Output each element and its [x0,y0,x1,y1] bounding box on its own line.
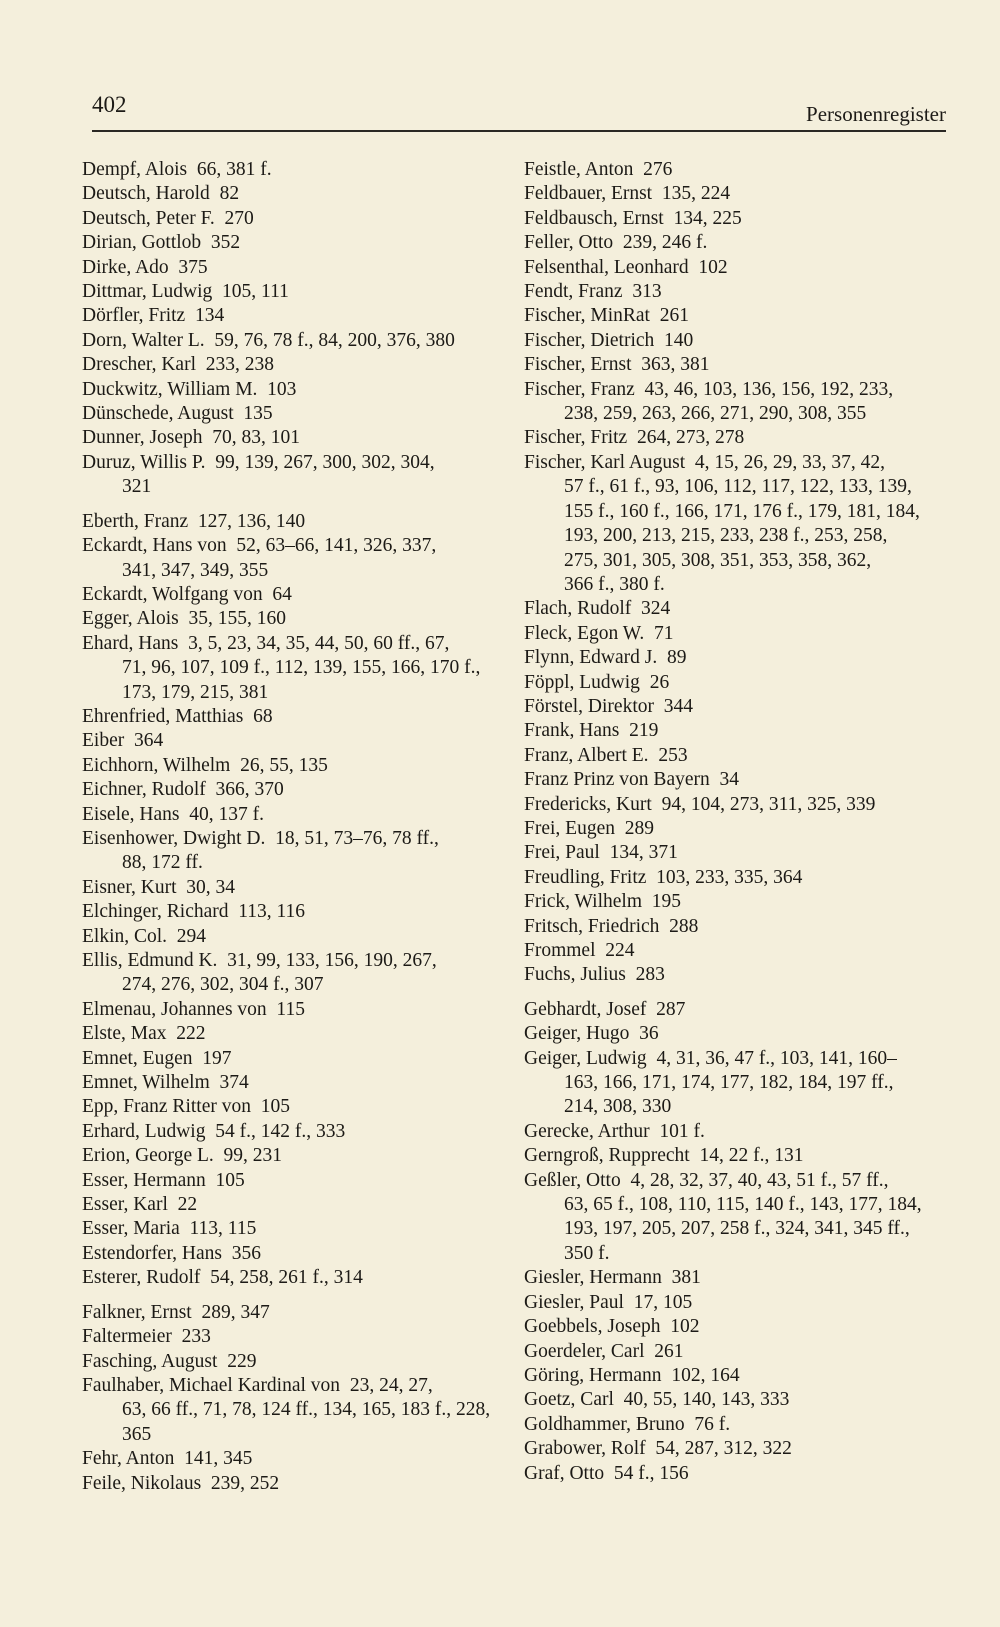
entry-name: Eckardt, Wolfgang von [82,583,263,605]
entry-pages: 289 [624,817,654,839]
index-entry [524,890,954,914]
entry-name: Feistle, Anton [524,159,634,180]
entry-name: Gebhardt, Josef [524,998,647,1020]
index-entry [524,793,954,817]
entry-name: Fendt, Franz [524,281,623,303]
entry-name: Frick, Wilhelm [524,891,643,913]
entry-pages: 4, 15, 26, 29, 33, 37, 42, [694,451,886,473]
index-entry [82,256,500,280]
entry-pages: 22 [177,1194,198,1216]
entry-name: Dünschede, August [82,403,234,425]
entry-pages: 35, 155, 160 [188,608,286,630]
entry-name: Esser, Karl [82,1194,168,1216]
entry-pages: 233, 238 [205,354,274,376]
entry-name: Emnet, Eugen [82,1047,193,1069]
index-entry [82,778,500,802]
entry-pages-continued: 365 [122,1423,152,1445]
entry-name: Fasching, August [82,1350,218,1372]
entry-name: Feldbausch, Ernst [524,207,664,229]
entry-pages: 356 [231,1242,262,1264]
index-entry [82,607,500,631]
entry-pages-continued: 341, 347, 349, 355 [122,559,269,581]
entry-pages: 324 [641,598,671,620]
entry-pages: 222 [176,1023,206,1045]
entry-pages: 363, 381 [641,354,710,376]
index-entry [524,1022,954,1046]
index-entry [82,803,500,827]
entry-name: Fischer, Ernst [524,354,632,376]
entry-pages: 135, 224 [661,183,731,205]
index-entry [524,817,954,841]
entry-name: Elchinger, Richard [82,901,229,923]
entry-name: Gerngroß, Rupprecht [524,1145,690,1167]
entry-name: Fredericks, Kurt [524,793,652,815]
entry-pages: 381 [671,1267,701,1289]
entry-pages-continued: 63, 65 f., 108, 110, 115, 140 f., 143, 177, 184, [564,1194,922,1216]
entry-name: Faulhaber, Michael Kardinal von [82,1374,341,1396]
entry-pages: 4, 31, 36, 47 f., 103, 141, 160– [656,1047,897,1069]
index-entry [82,876,500,900]
entry-pages-continued: 193, 200, 213, 215, 233, 238 f., 253, 258, [564,525,888,547]
entry-pages: 3, 5, 23, 34, 35, 44, 50, 60 ff., 67, [188,632,450,654]
index-entry [524,426,954,450]
entry-pages: 71 [654,622,674,644]
entry-pages: 30, 34 [186,876,236,898]
entry-pages: 134 [194,305,225,327]
entry-pages-continued: 57 f., 61 f., 93, 106, 112, 117, 122, 133, 139, [564,476,912,498]
index-entry [82,231,500,255]
index-entry [524,1388,954,1412]
entry-name: Fischer, Karl August [524,451,686,473]
index-entry [524,597,954,621]
entry-pages: 70, 83, 101 [212,427,301,449]
entry-name: Geiger, Hugo [524,1023,630,1045]
index-entry [524,329,954,353]
index-entry [524,646,954,670]
entry-pages: 43, 46, 103, 136, 156, 192, 233, [644,378,894,400]
entry-pages: 253 [658,744,688,766]
entry-pages: 224 [605,940,635,961]
entry-pages: 54, 258, 261 f., 314 [210,1267,363,1289]
index-entry [82,1325,500,1349]
entry-name: Giesler, Hermann [524,1267,662,1289]
index-entry [82,1047,500,1071]
entry-name: Eiber [82,730,125,752]
index-entry [82,1169,500,1193]
entry-pages: 66, 381 f. [196,159,272,180]
entry-name: Dörfler, Fritz [82,305,186,327]
entry-pages: 219 [629,720,659,742]
entry-pages: 313 [632,281,662,303]
entry-pages: 289, 347 [201,1301,270,1323]
entry-pages: 127, 136, 140 [197,510,306,532]
entry-pages-continued: 350 f. [564,1242,610,1264]
index-entry [82,1193,500,1217]
entry-name: Egger, Alois [82,608,179,630]
index-entry [524,304,954,328]
entry-pages: 101 f. [659,1120,705,1142]
entry-pages: 229 [227,1350,257,1372]
entry-name: Graf, Otto [524,1462,605,1484]
index-entry [82,451,500,500]
index-entry [82,1095,500,1119]
entry-name: Ellis, Edmund K. [82,950,218,971]
index-column-left [82,158,500,1496]
index-entry [82,705,500,729]
index-entry [524,939,954,963]
entry-pages: 34 [719,769,739,791]
entry-name: Goebbels, Joseph [524,1316,661,1338]
index-entry [82,1217,500,1241]
entry-name: Flynn, Edward J. [524,647,658,669]
entry-pages: 135 [243,403,273,425]
entry-pages: 76 f. [694,1413,731,1435]
entry-pages: 270 [224,207,254,229]
entry-pages: 52, 63–66, 141, 326, 337, [236,535,437,557]
entry-pages: 4, 28, 32, 37, 40, 43, 51 f., 57 ff., [630,1169,889,1191]
entry-pages: 276 [643,159,673,180]
entry-name: Eberth, Franz [82,510,189,532]
index-entry [524,1315,954,1339]
entry-name: Ehard, Hans [82,632,179,654]
entry-name: Elmenau, Johannes von [82,998,267,1020]
entry-name: Estendorfer, Hans [82,1242,223,1264]
entry-pages-continued: 88, 172 ff. [122,852,203,874]
index-entry [524,1364,954,1388]
entry-pages-continued: 163, 166, 171, 174, 177, 182, 184, 197 ff., [564,1072,894,1094]
entry-name: Fritsch, Friedrich [524,915,660,937]
index-entry [524,866,954,890]
index-entry [82,1022,500,1046]
index-entry [82,304,500,328]
index-entry [82,1266,500,1290]
index-entry [82,827,500,876]
entry-pages-continued: 193, 197, 205, 207, 258 f., 324, 341, 345 ff., [564,1218,910,1240]
index-entry [524,378,954,427]
entry-name: Eisele, Hans [82,803,180,825]
index-entry [82,1301,500,1325]
entry-pages-continued: 321 [122,476,152,498]
entry-pages: 364 [133,730,164,752]
entry-name: Emnet, Wilhelm [82,1072,210,1094]
entry-pages: 374 [219,1072,249,1094]
index-entry [524,719,954,743]
entry-pages: 283 [635,964,665,986]
entry-name: Epp, Franz Ritter von [82,1096,251,1118]
entry-name: Geßler, Otto [524,1169,621,1191]
entry-pages: 233 [181,1326,211,1348]
entry-pages: 82 [219,183,240,205]
entry-name: Deutsch, Harold [82,183,210,205]
entry-name: Goerdeler, Carl [524,1340,645,1362]
index-entry [82,900,500,924]
entry-pages: 99, 139, 267, 300, 302, 304, [215,451,435,473]
entry-name: Frommel [524,940,596,961]
entry-pages: 59, 76, 78 f., 84, 200, 376, 380 [214,329,455,351]
index-entry [524,998,954,1022]
entry-name: Fehr, Anton [82,1448,175,1470]
entry-name: Eichhorn, Wilhelm [82,754,231,776]
entry-name: Drescher, Karl [82,354,196,376]
entry-name: Fleck, Egon W. [524,622,645,644]
index-entry [524,182,954,206]
entry-name: Falkner, Ernst [82,1301,192,1323]
index-entry [82,207,500,231]
entry-pages: 352 [210,232,241,254]
entry-name: Dittmar, Ludwig [82,281,213,303]
entry-name: Esser, Hermann [82,1169,206,1191]
entry-name: Ehrenfried, Matthias [82,705,244,727]
entry-name: Esser, Maria [82,1218,180,1240]
index-entry [524,158,954,182]
index-entry [524,622,954,646]
index-entry [82,510,500,534]
entry-pages: 103, 233, 335, 364 [656,866,803,888]
index-entry [524,1169,954,1267]
entry-name: Feller, Otto [524,232,614,254]
entry-name: Freudling, Fritz [524,866,647,888]
entry-pages: 103 [267,378,297,400]
index-entry [82,280,500,304]
entry-pages-continued: 214, 308, 330 [564,1096,672,1118]
entry-pages: 54, 287, 312, 322 [655,1438,792,1460]
entry-pages: 140 [664,329,694,351]
index-entry [524,744,954,768]
index-entry [524,1340,954,1364]
entry-pages: 18, 51, 73–76, 78 ff., [275,827,439,849]
index-entry [524,353,954,377]
entry-pages-continued: 173, 179, 215, 381 [122,681,269,703]
entry-pages: 134, 371 [609,842,678,864]
index-entry [82,949,500,998]
entry-name: Franz, Albert E. [524,744,649,766]
entry-pages: 94, 104, 273, 311, 325, 339 [661,793,876,815]
entry-name: Dorn, Walter L. [82,329,205,351]
entry-pages: 105 [260,1096,290,1118]
index-entry [82,534,500,583]
entry-pages: 26 [649,671,670,693]
entry-pages: 113, 116 [238,901,306,923]
index-entry [82,1071,500,1095]
index-entry [524,1437,954,1461]
index-entry [82,426,500,450]
entry-pages: 54 f., 156 [613,1462,689,1484]
entry-pages: 197 [202,1047,232,1069]
entry-pages-continued: 274, 276, 302, 304 f., 307 [122,974,324,996]
index-entry [82,1144,500,1168]
entry-pages: 134, 225 [673,207,742,229]
index-entry [82,998,500,1022]
entry-name: Erhard, Ludwig [82,1120,206,1142]
entry-name: Eichner, Rudolf [82,779,206,801]
entry-name: Feldbauer, Ernst [524,183,653,205]
index-entry [82,402,500,426]
index-entry [82,1374,500,1447]
entry-name: Deutsch, Peter F. [82,207,215,229]
page-header [92,90,946,132]
index-entry [524,451,954,597]
index-entry [82,378,500,402]
index-entry [524,1266,954,1290]
entry-name: Duruz, Willis P. [82,451,206,473]
entry-name: Duckwitz, William M. [82,378,258,400]
entry-pages: 113, 115 [189,1218,257,1240]
index-entry [82,329,500,353]
entry-pages: 36 [639,1023,659,1045]
entry-name: Elkin, Col. [82,925,168,947]
entry-pages: 264, 273, 278 [636,427,745,449]
entry-name: Geiger, Ludwig [524,1047,647,1069]
entry-pages: 40, 55, 140, 143, 333 [623,1389,790,1411]
entry-pages: 102 [670,1316,700,1338]
entry-name: Flach, Rudolf [524,598,632,620]
entry-pages: 105, 111 [222,281,289,303]
entry-pages: 375 [178,256,208,278]
index-entry [82,1350,500,1374]
index-entry [82,158,500,182]
entry-pages: 102, 164 [671,1364,740,1386]
entry-name: Dunner, Joseph [82,427,203,449]
index-entry [524,1291,954,1315]
index-entry [524,1413,954,1437]
entry-name: Göring, Hermann [524,1364,662,1386]
entry-pages-continued: 63, 66 ff., 71, 78, 124 ff., 134, 165, 183 f., 228, [122,1399,491,1421]
entry-name: Goldhammer, Bruno [524,1413,685,1435]
index-entry [524,1120,954,1144]
entry-pages: 115 [276,998,305,1020]
entry-name: Eckardt, Hans von [82,535,227,557]
index-entry [82,754,500,778]
entry-pages: 344 [663,695,693,717]
entry-name: Fuchs, Julius [524,964,626,986]
index-entry [524,256,954,280]
entry-name: Faltermeier [82,1326,172,1348]
entry-pages: 26, 55, 135 [240,754,328,776]
entry-name: Giesler, Paul [524,1291,624,1313]
index-entry [82,1242,500,1266]
index-entry [82,1447,500,1471]
entry-name: Dirke, Ado [82,256,169,278]
entry-name: Feile, Nikolaus [82,1472,202,1494]
index-entry [82,583,500,607]
entry-pages-continued: 275, 301, 305, 308, 351, 353, 358, 362, [564,549,872,571]
index-entry [524,1144,954,1168]
entry-name: Förstel, Direktor [524,695,654,717]
entry-pages: 54 f., 142 f., 333 [215,1120,346,1142]
index-entry [524,963,954,987]
index-entry [524,231,954,255]
entry-pages: 102 [698,256,728,278]
entry-name: Franz Prinz von Bayern [524,769,710,791]
entry-pages: 23, 24, 27, [349,1374,433,1396]
entry-pages-continued: 71, 96, 107, 109 f., 112, 139, 155, 166, 170 f., [122,657,481,679]
entry-pages: 105 [215,1169,245,1191]
entry-pages: 14, 22 f., 131 [699,1145,804,1167]
entry-pages: 195 [651,891,682,913]
entry-pages-continued: 155 f., 160 f., 166, 171, 176 f., 179, 181, 184, [564,500,920,522]
entry-pages: 17, 105 [633,1291,693,1313]
index-entry [82,1120,500,1144]
entry-name: Frei, Eugen [524,817,615,839]
index-entry [82,1472,500,1496]
index-entry [524,1462,954,1486]
entry-pages: 294 [176,925,207,947]
index-entry [82,632,500,705]
entry-pages: 40, 137 f. [189,803,264,825]
entry-pages: 31, 99, 133, 156, 190, 267, [227,950,437,971]
index-entry [524,280,954,304]
index-entry [524,1047,954,1120]
entry-name: Esterer, Rudolf [82,1267,201,1289]
page-number: 402 [92,92,127,117]
entry-name: Frank, Hans [524,720,620,742]
entry-name: Frei, Paul [524,842,600,864]
running-head: Personenregister [806,102,946,126]
index-entry [524,841,954,865]
index-entry [524,671,954,695]
entry-name: Erion, George L. [82,1145,214,1167]
entry-name: Fischer, MinRat [524,305,650,327]
entry-pages: 99, 231 [223,1145,283,1167]
index-entry [82,925,500,949]
entry-pages: 261 [659,305,689,327]
entry-name: Dirian, Gottlob [82,232,202,254]
entry-pages: 366, 370 [215,779,284,801]
entry-name: Elste, Max [82,1023,167,1045]
entry-pages: 287 [656,998,686,1020]
index-entry [82,729,500,753]
entry-pages-continued: 366 f., 380 f. [564,573,665,595]
entry-pages: 288 [669,915,699,937]
entry-pages: 141, 345 [184,1448,253,1470]
entry-pages: 89 [667,647,687,669]
entry-pages: 239, 252 [210,1472,280,1494]
entry-name: Grabower, Rolf [524,1438,646,1460]
entry-name: Fischer, Franz [524,378,635,400]
entry-name: Eisenhower, Dwight D. [82,827,266,849]
entry-name: Goetz, Carl [524,1389,614,1411]
entry-pages-continued: 238, 259, 263, 266, 271, 290, 308, 355 [564,403,867,425]
index-entry [524,695,954,719]
index-entry [524,915,954,939]
entry-name: Dempf, Alois [82,159,188,180]
index-entry [524,207,954,231]
entry-name: Fischer, Fritz [524,427,628,449]
entry-name: Föppl, Ludwig [524,671,640,693]
index-entry [82,182,500,206]
entry-pages: 68 [253,705,273,727]
entry-pages: 64 [272,583,292,605]
entry-name: Eisner, Kurt [82,876,177,898]
index-column-right [524,158,954,1486]
entry-name: Gerecke, Arthur [524,1120,650,1142]
entry-name: Felsenthal, Leonhard [524,256,689,278]
entry-name: Fischer, Dietrich [524,329,655,351]
entry-pages: 239, 246 f. [622,232,708,254]
index-entry [524,768,954,792]
entry-pages: 261 [654,1340,684,1362]
index-entry [82,353,500,377]
